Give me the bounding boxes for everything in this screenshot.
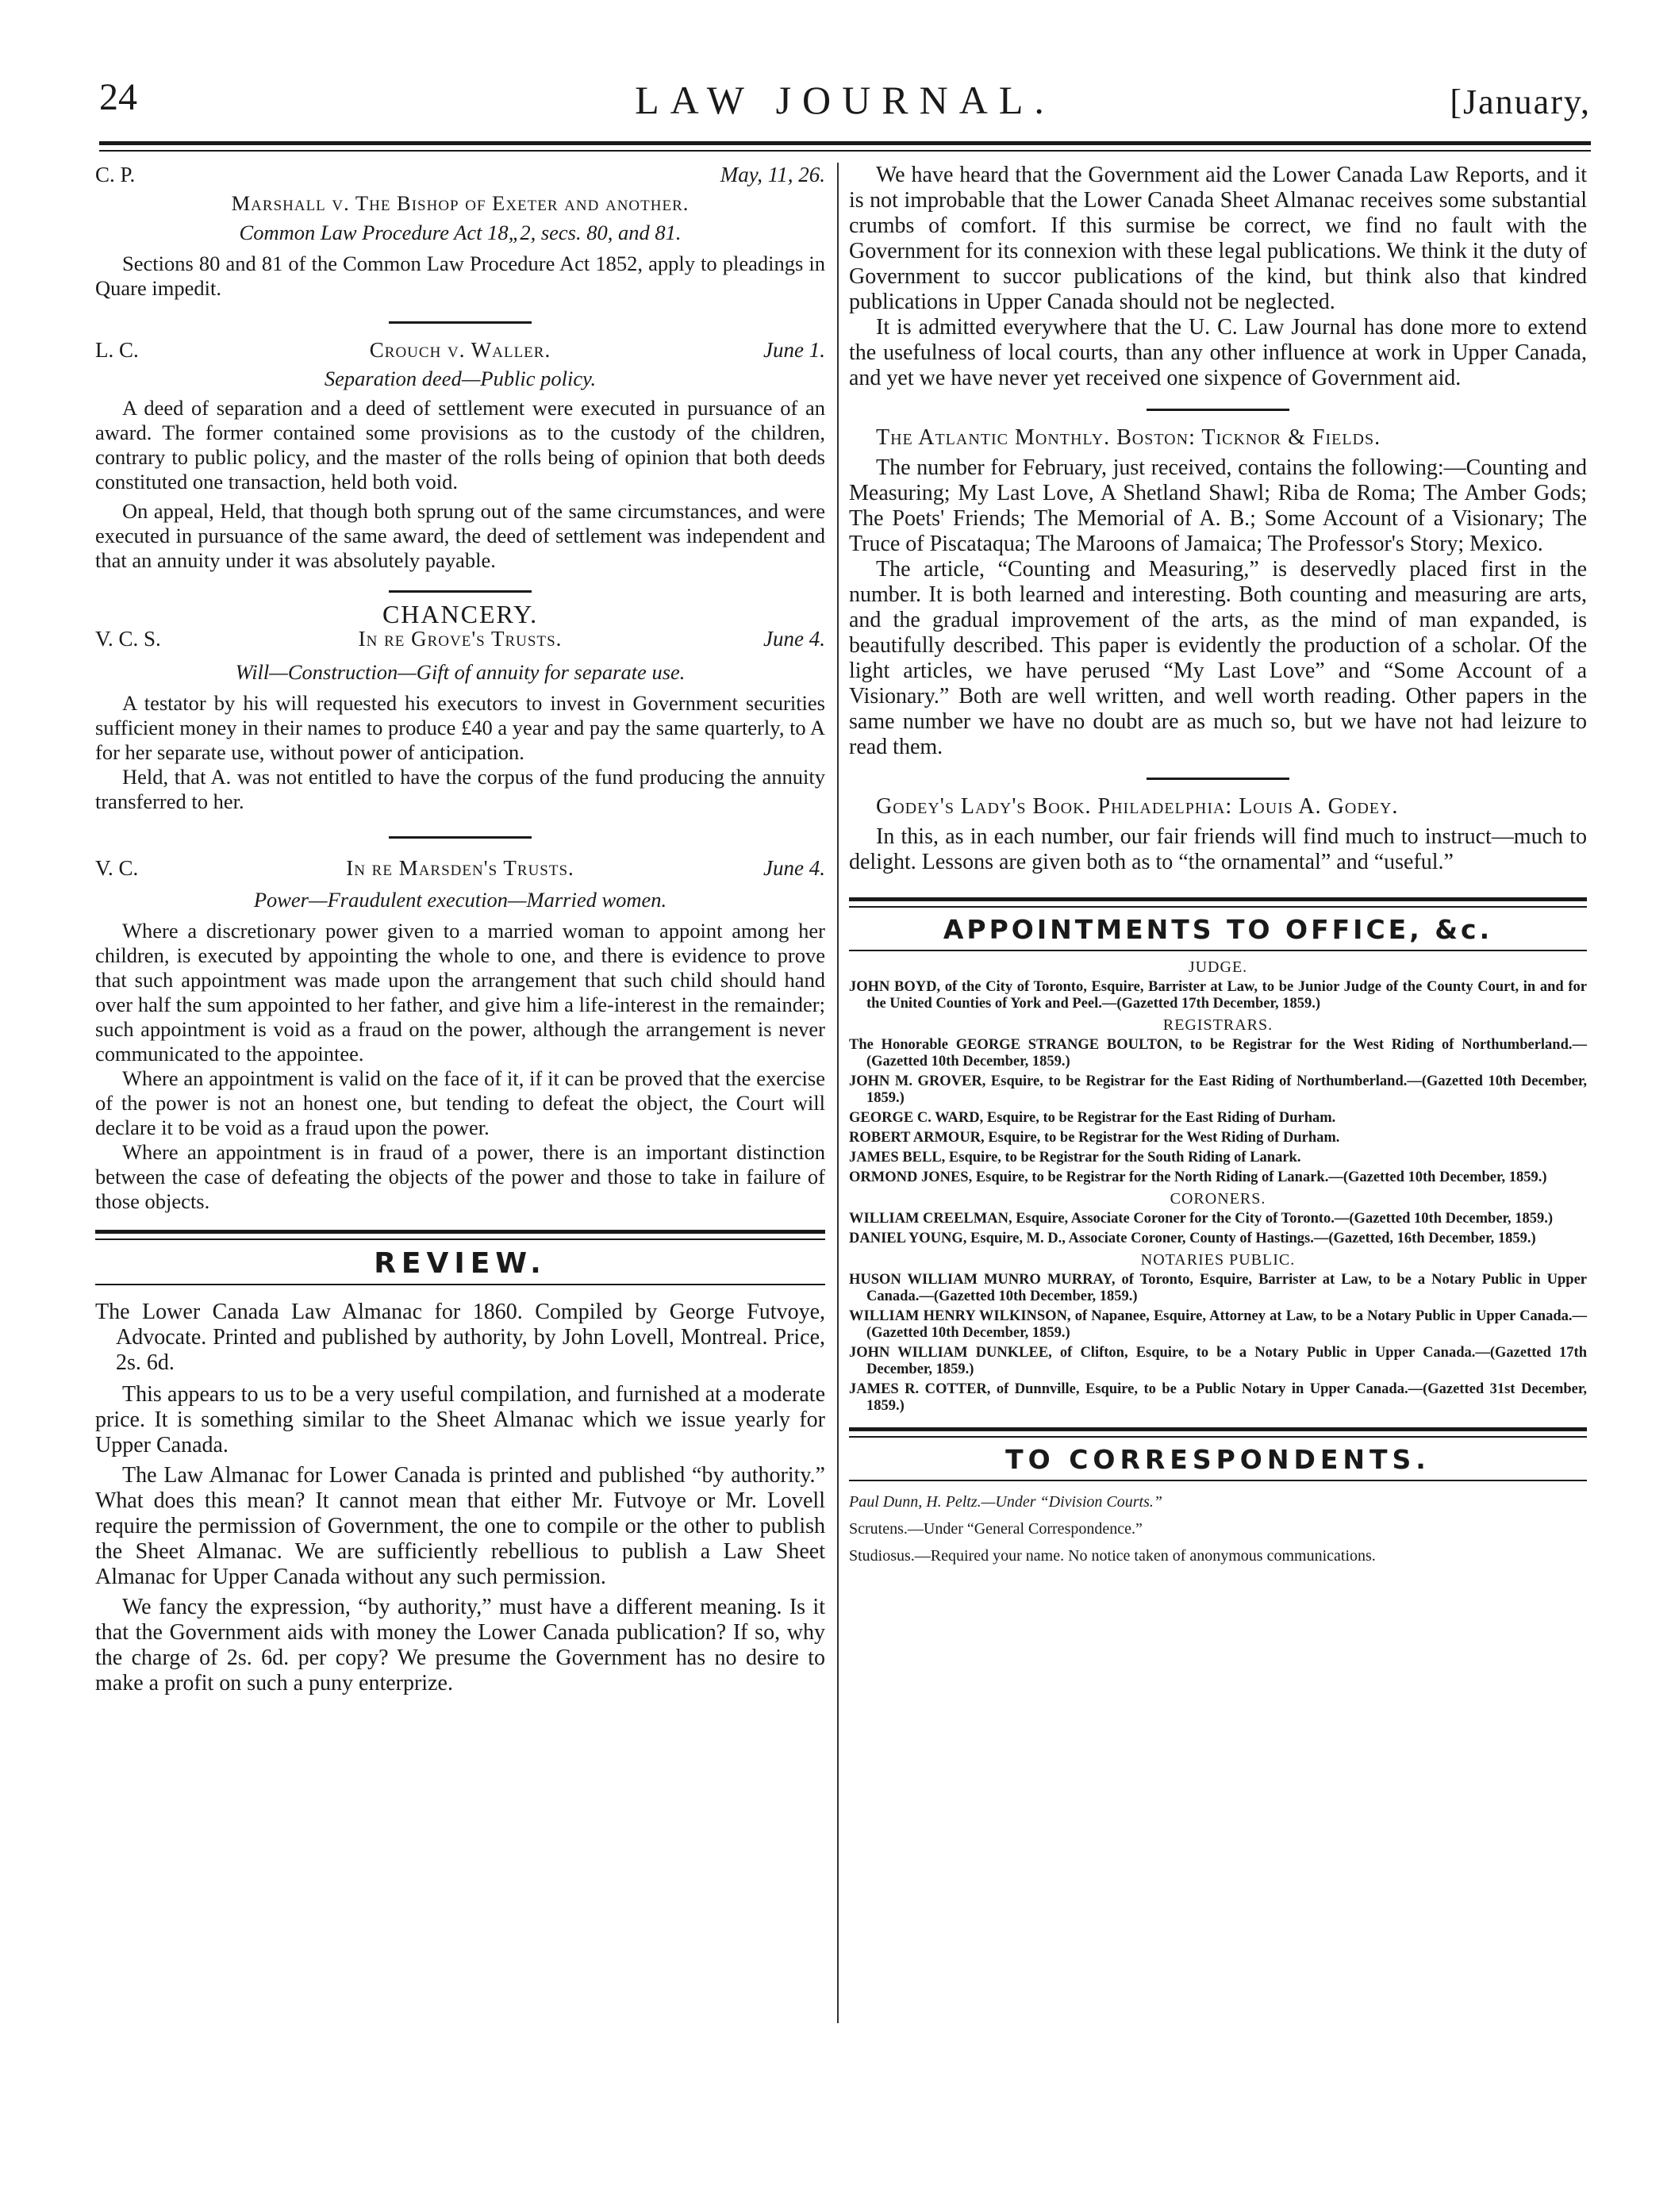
case-text: Held, that A. was not entitled to have the corpus of the fund producing the annuity transferred to her. (95, 765, 825, 813)
appointment-entry: JAMES R. COTTER, of Dunnville, Esquire, to be a Public Notary in Upper Canada.—(Gazetted 31st December, 1859.) (849, 1381, 1587, 1414)
review-text: This appears to us to be a very useful compilation, and furnished at a moderate price. It is something similar to the Sheet Almanac which we issue yearly for Upper Canada. (95, 1382, 825, 1457)
case-header (95, 163, 825, 191)
correspondents-list (849, 1492, 1587, 1565)
case-text: A deed of separation and a deed of settlement were executed in pursuance of an award. The former contained some provisions as to the custody of the children, contrary to public policy, and the master of the rolls being of opinion that both deeds constituted one transaction, held both void. (95, 396, 825, 493)
appointments-list (849, 959, 1587, 1415)
separator-rule (389, 836, 532, 839)
review-text: The number for February, just received, contains the following:—Counting and Measuring; My Last Love, A Shetland Shawl; Riba de Roma; The Amber Gods; The Poets' Friends; The Memorial of A. B.; Some Account of a Visionary; The Truce of Piscataqua; The Maroons of Jamaica; The Professor's Story; Mexico. (849, 455, 1587, 556)
appointment-entry: WILLIAM HENRY WILKINSON, of Napanee, Esquire, Attorney at Law, to be a Notary Public in Upper Canada.—(Gazetted 10th December, 1859.) (849, 1308, 1587, 1341)
appointment-entry: The Honorable GEORGE STRANGE BOULTON, to be Registrar for the West Riding of Northumberland.—(Gazetted 10th December, 1859.) (849, 1037, 1587, 1070)
journal-title: LAW JOURNAL. (635, 78, 1055, 122)
separator-rule (389, 321, 532, 324)
section-rule-thin (95, 1238, 825, 1240)
appointment-entry: JOHN BOYD, of the City of Toronto, Esquire, Barrister at Law, to be Junior Judge of the County Court, in and for the United Counties of York and Peel.—(Gazetted 17th December, 1859.) (849, 979, 1587, 1012)
atlantic-heading: The Atlantic Monthly. Boston: Ticknor & Fields. (876, 425, 1381, 450)
case-subject: Separation deed—Public policy. (324, 367, 597, 390)
case-name: In re Marsden's Trusts. (346, 856, 574, 880)
case-name: Crouch v. Waller. (369, 338, 551, 362)
case-name: Marshall v. The Bishop of Exeter and another. (231, 191, 690, 215)
review-text: In this, as in each number, our fair friends will find much to instruct—much to delight. Lessons are given both as to “the ornamental” and “useful.” (849, 824, 1587, 874)
page-number: 24 (99, 76, 137, 118)
right-column (849, 163, 1587, 1573)
appointment-entry: ROBERT ARMOUR, Esquire, to be Registrar for the West Riding of Durham. (849, 1130, 1340, 1146)
case-date: June 4. (763, 856, 825, 880)
case-text: Where an appointment is in fraud of a power, there is an important distinction between the case of defeating the objects of the power and those to take in failure of those objects. (95, 1140, 825, 1213)
appointment-entry: WILLIAM CREELMAN, Esquire, Associate Coroner for the City of Toronto.—(Gazetted 10th December, 1859.) (849, 1211, 1554, 1227)
case-header (95, 627, 825, 655)
review-text: The Law Almanac for Lower Canada is printed and published “by authority.” What does this mean? It cannot mean that either Mr. Futvoye or Mr. Lovell require the permission of Government, the one to compile or the other to publish the Sheet Almanac. We are sufficiently rebellious to publish a Law Sheet Almanac for Upper Canada without any such permission. (95, 1463, 825, 1589)
separator-rule (1147, 409, 1289, 411)
case-header (95, 856, 825, 885)
appointment-entry: JAMES BELL, Esquire, to be Registrar for the South Riding of Lanark. (849, 1150, 1301, 1166)
case-name: In re Grove's Trusts. (358, 627, 563, 651)
header-rule-thin (99, 150, 1591, 152)
column-divider (837, 163, 839, 2023)
section-rule-thin (849, 1436, 1587, 1438)
judge-label: JUDGE. (1188, 958, 1248, 976)
case-subject: Power—Fraudulent execution—Married women. (253, 888, 667, 912)
chancery-heading: CHANCERY. (382, 600, 539, 628)
issue-month: [January, (1450, 83, 1591, 121)
case-subject: Will—Construction—Gift of annuity for separate use. (235, 660, 686, 684)
correspondent-note: Studiosus.—Required your name. No notice taken of anonymous communications. (849, 1547, 1376, 1565)
section-rule-thin (95, 1284, 825, 1285)
review-heading: REVIEW. (374, 1247, 547, 1280)
case-text: Where an appointment is valid on the face of it, if it can be proved that the exercise of the power is not an honest one, but tending to defeat the object, the Court will declare it to be void as a fraud upon the power. (95, 1066, 825, 1139)
separator-rule (389, 590, 532, 593)
review-book-heading: The Lower Canada Law Almanac for 1860. Compiled by George Futvoye, Advocate. Printed and published by authority, by John Lovell, Montreal. Price, 2s. 6d. (95, 1300, 825, 1375)
correspondents-heading: TO CORRESPONDENTS. (1005, 1444, 1431, 1475)
court-label: V. C. S. (95, 627, 161, 651)
left-column (95, 163, 825, 1696)
appointment-entry: ORMOND JONES, Esquire, to be Registrar for the North Riding of Lanark.—(Gazetted 10th December, 1859.) (849, 1169, 1547, 1185)
case-text: On appeal, Held, that though both sprung out of the same circumstances, and were executed in pursuance of the same award, the deed of settlement was independent and that an annuity under it was absolutely payable. (95, 499, 825, 572)
correspondent-note: Scrutens.—Under “General Correspondence.” (849, 1520, 1143, 1538)
correspondent-note: Paul Dunn, H. Peltz.—Under “Division Courts.” (849, 1493, 1163, 1511)
section-rule (95, 1230, 825, 1234)
review-text: We fancy the expression, “by authority,” must have a different meaning. Is it that the Government aids with money the Lower Canada publication? If so, why the charge of 2s. 6d. per copy? We presume the Government has no desire to make a profit on such a puny enterprize. (95, 1595, 825, 1695)
case-date: May, 11, 26. (720, 163, 825, 186)
court-label: V. C. (95, 856, 139, 880)
case-text: Where a discretionary power given to a married woman to appoint among her children, is executed by appointing the whole to one, and there is evidence to prove that such appointment was made upon the arrangement that such child should hand over half the sum appointed to her father, and give him a life-interest in the remainder; such appointment is void as a fraud on the power, although the arrangement is never communicated to the appointee. (95, 919, 825, 1066)
registrars-label: REGISTRARS. (1162, 1016, 1273, 1034)
review-text: We have heard that the Government aid the Lower Canada Law Reports, and it is not improbable that the Lower Canada Sheet Almanac receives some substantial crumbs of comfort. If this surmise be correct, we find no fault with the Government for its connexion with these legal publications. We think it the duty of Government to succor publications of the kind, but think also that kindred publications in Upper Canada should not be neglected. (849, 163, 1587, 314)
appointment-entry: DANIEL YOUNG, Esquire, M. D., Associate Coroner, County of Hastings.—(Gazetted, 16th December, 1859.) (849, 1231, 1536, 1246)
page-header (99, 75, 1591, 139)
case-subject: Common Law Procedure Act 18„2, secs. 80, and 81. (239, 221, 682, 244)
separator-rule (1147, 778, 1289, 780)
section-rule-thin (849, 906, 1587, 908)
review-text: The article, “Counting and Measuring,” is deservedly placed first in the number. It is both learned and interesting. Both counting and measuring are arts, and the gradual improvement of the arts, as the mind of man expanded, is beautifully described. This paper is evidently the production of a scholar. Of the light articles, we have perused “My Last Love” and “Some Account of a Visionary.” Both are well written, and well worth reading. Other papers in the same number we have no doubt are as much so, but we have not had leizure to read them. (849, 557, 1587, 759)
review-text: It is admitted everywhere that the U. C. Law Journal has done more to extend the usefulness of local courts, than any other influence at work in Upper Canada, and yet we have never yet received one sixpence of Government aid. (849, 315, 1587, 390)
court-label: C. P. (95, 163, 136, 186)
appointment-entry: JOHN WILLIAM DUNKLEE, of Clifton, Esquire, to be a Notary Public in Upper Canada.—(Gazetted 17th December, 1859.) (849, 1345, 1587, 1377)
appointment-entry: HUSON WILLIAM MUNRO MURRAY, of Toronto, Esquire, Barrister at Law, to be a Notary Public in Upper Canada.—(Gazetted 10th December, 1859.) (849, 1272, 1587, 1304)
section-rule (849, 897, 1587, 901)
case-date: June 4. (763, 627, 825, 651)
godey-heading: Godey's Lady's Book. Philadelphia: Louis A. Godey. (876, 794, 1399, 819)
notaries-label: NOTARIES PUBLIC. (1140, 1251, 1296, 1269)
appointment-entry: GEORGE C. WARD, Esquire, to be Registrar for the East Riding of Durham. (849, 1110, 1336, 1126)
court-label: L. C. (95, 338, 139, 362)
case-text: A testator by his will requested his executors to invest in Government securities sufficient money in their names to produce £40 a year and pay the same quarterly, to A for her separate use, without power of anticipation. (95, 691, 825, 764)
section-rule-thin (849, 950, 1587, 951)
coroners-label: CORONERS. (1170, 1190, 1266, 1208)
header-rule (99, 141, 1591, 145)
section-rule-thin (849, 1480, 1587, 1481)
appointments-heading: APPOINTMENTS TO OFFICE, &c. (943, 914, 1493, 945)
appointment-entry: JOHN M. GROVER, Esquire, to be Registrar for the East Riding of Northumberland.—(Gazetted 10th December, 1859.) (849, 1073, 1587, 1106)
case-text: Sections 80 and 81 of the Common Law Procedure Act 1852, apply to pleadings in Quare impedit. (95, 252, 825, 300)
case-header (95, 338, 825, 367)
section-rule (849, 1427, 1587, 1431)
case-date: June 1. (763, 338, 825, 362)
